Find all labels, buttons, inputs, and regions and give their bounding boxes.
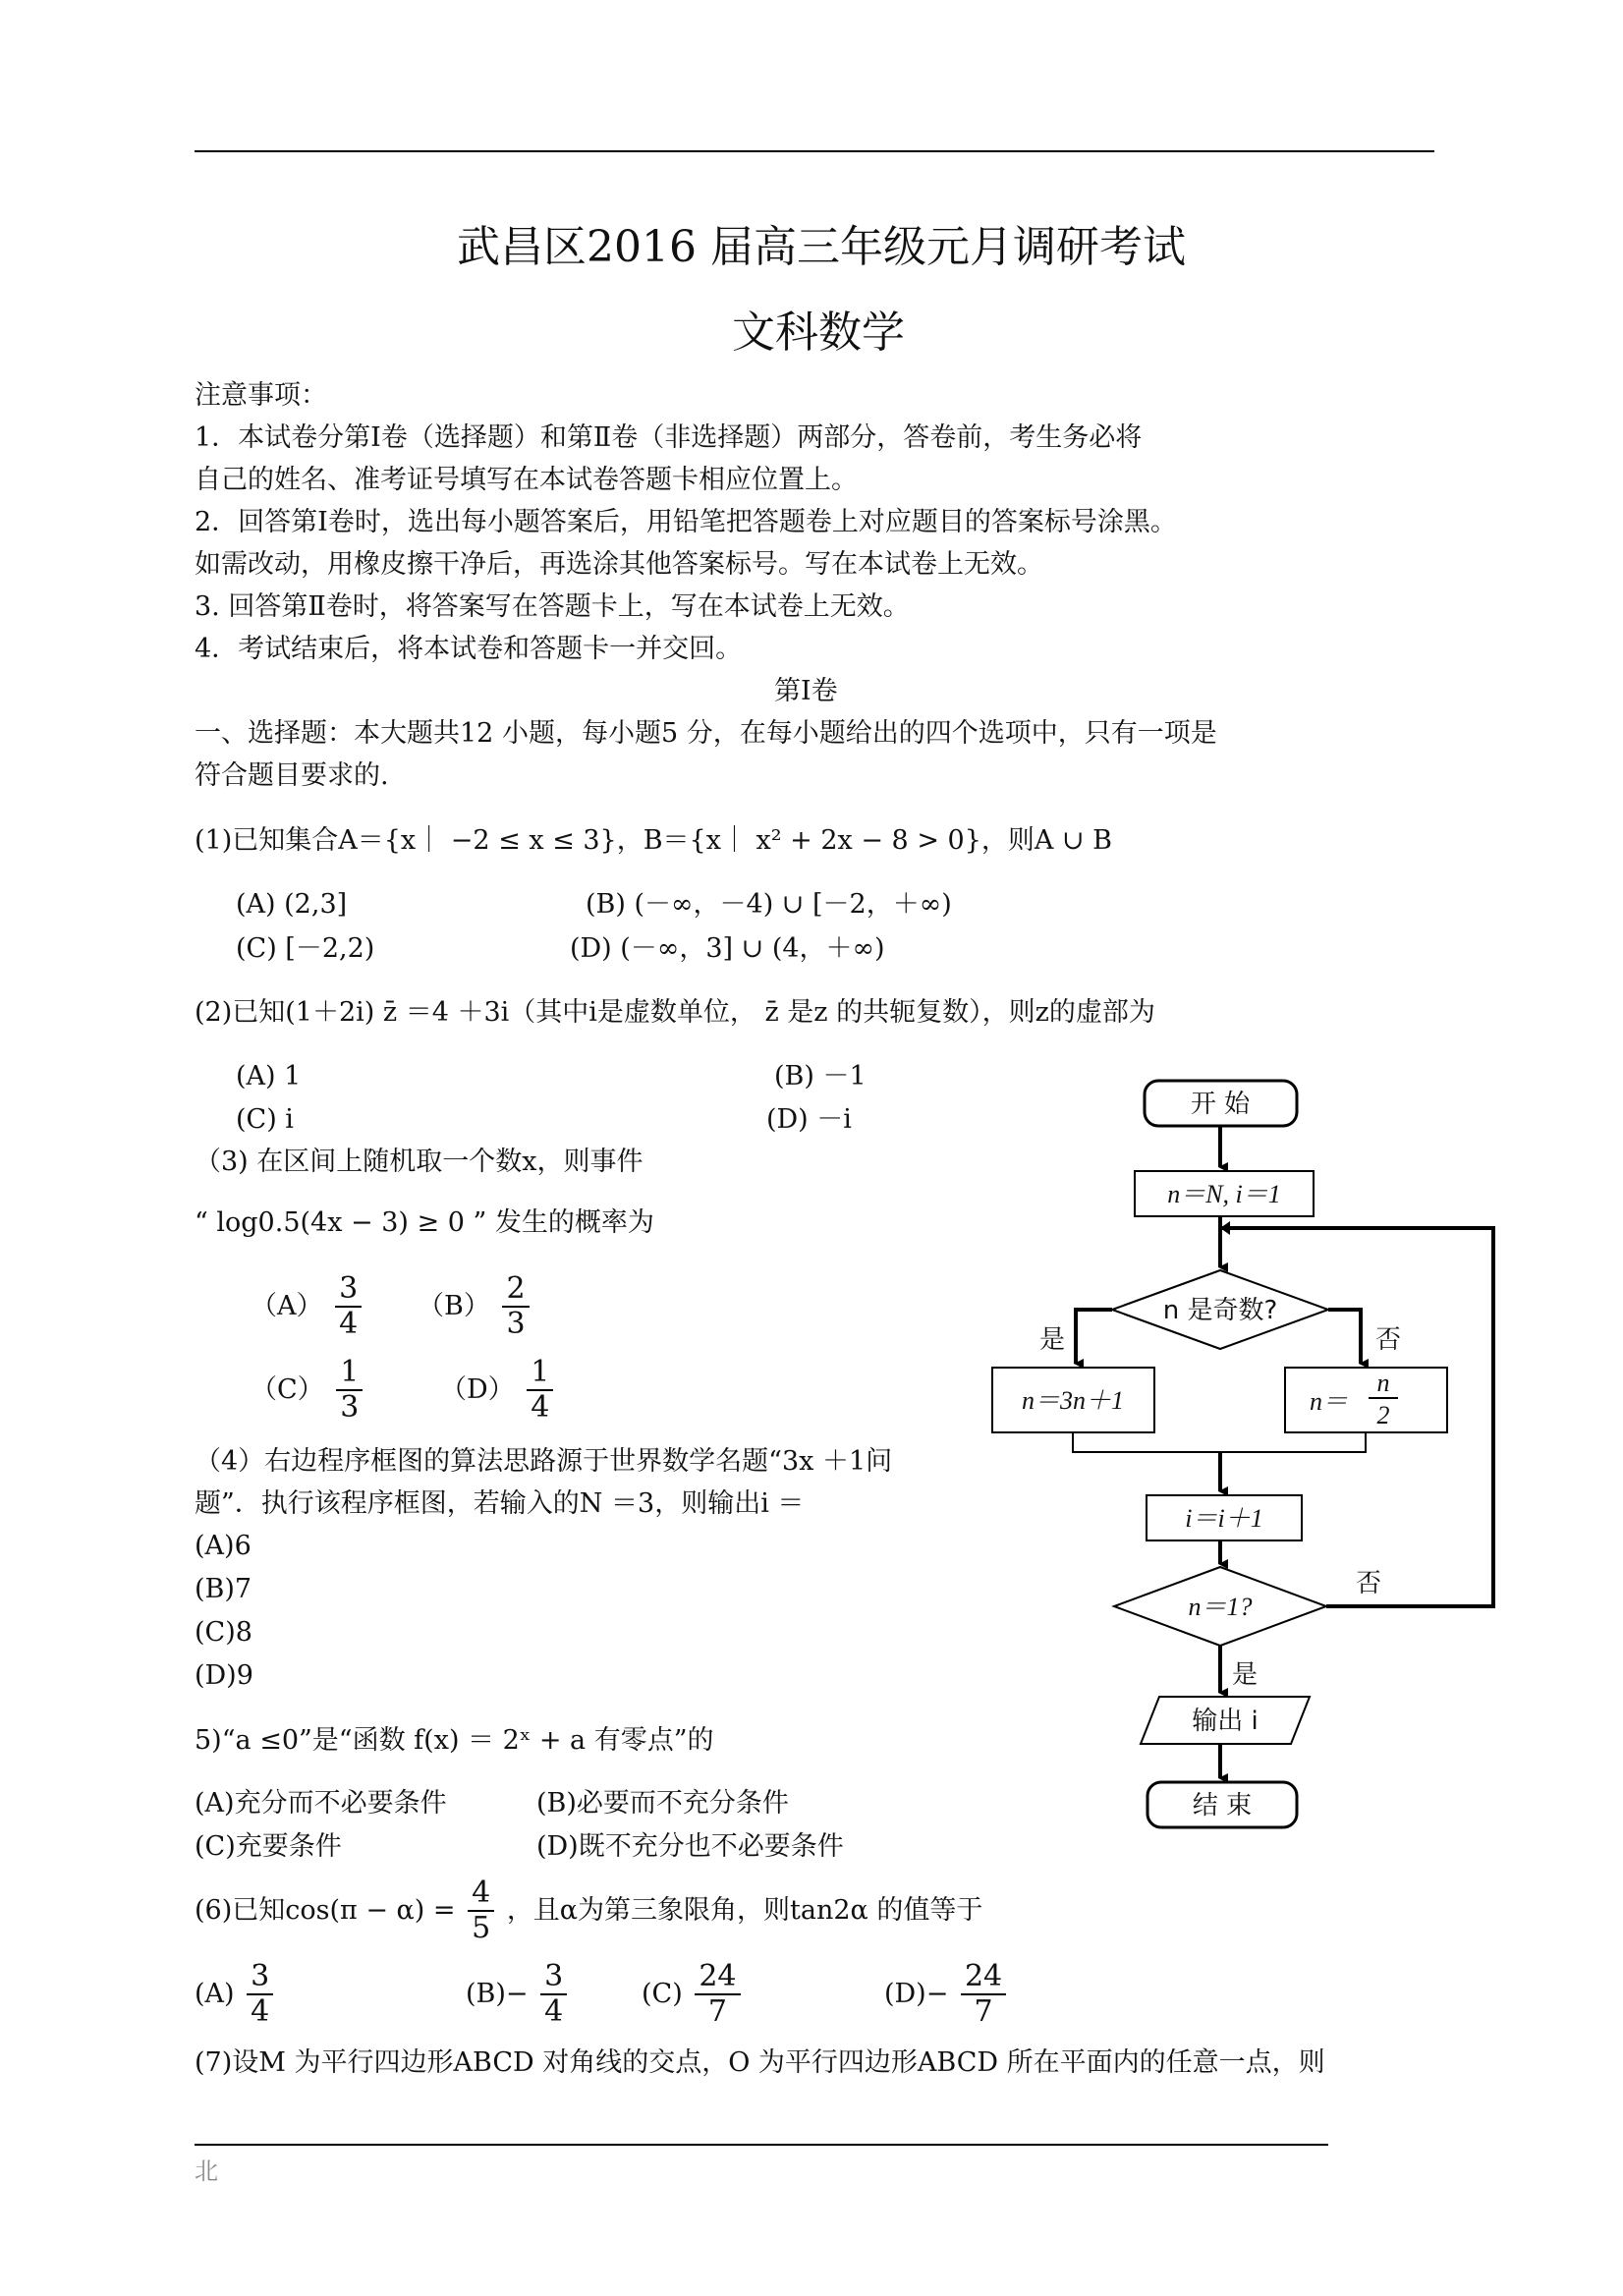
flow-merge-line bbox=[1073, 1432, 1366, 1452]
fraction: $\frac{4}{5}$ bbox=[468, 1876, 494, 1945]
flow-no-label: 否 bbox=[1375, 1325, 1402, 1355]
q6-stem-post: ，且α为第三象限角，则tan2α 的值等于 bbox=[506, 1895, 983, 1926]
fraction: $\frac{1}{3}$ bbox=[336, 1356, 363, 1425]
q2-option-d: (D) －i bbox=[766, 1104, 852, 1135]
fraction: $\frac{3}{4}$ bbox=[247, 1960, 273, 2029]
flow-output-label: 输出 i bbox=[1192, 1707, 1259, 1736]
q5-stem: 5)“a ≤0”是“函数 f(x) ＝ 2ˣ + a 有零点”的 bbox=[195, 1725, 714, 1756]
q3-option-b bbox=[418, 1272, 533, 1341]
flow-decision-odd-label: n 是奇数? bbox=[1162, 1296, 1278, 1325]
q6-option-c bbox=[642, 1960, 745, 2029]
section-title: 第Ⅰ卷 bbox=[774, 676, 838, 706]
q4-option-a: (A)6 bbox=[195, 1531, 252, 1561]
fraction: $\frac{2}{3}$ bbox=[502, 1272, 529, 1341]
flow-start-label: 开 始 bbox=[1190, 1090, 1251, 1119]
note-line: 3. 回答第Ⅱ卷时，将答案写在答题卡上，写在本试卷上无效。 bbox=[195, 591, 910, 622]
fraction: $\frac{1}{4}$ bbox=[527, 1356, 553, 1425]
q2-stem: (2)已知(1＋2i) z̄ ＝4 ＋3i（其中i是虚数单位， z̄ 是z 的共轭复数），则z的虚部为 bbox=[195, 997, 1155, 1028]
fraction: $\frac{3}{4}$ bbox=[540, 1960, 567, 2029]
flow-increment-label: i＝i＋1 bbox=[1185, 1504, 1263, 1533]
q6-option-d bbox=[884, 1960, 1010, 2029]
q5-option-c: (C)充要条件 bbox=[195, 1831, 342, 1862]
note-line: 如需改动，用橡皮擦干净后，再选涂其他答案标号。写在本试卷上无效。 bbox=[195, 549, 1043, 580]
bottom-rule bbox=[195, 2144, 1328, 2146]
flow-branch-no bbox=[1328, 1310, 1361, 1364]
flow-even-step-lhs: n＝ bbox=[1310, 1387, 1349, 1416]
q3-option-c bbox=[251, 1356, 366, 1425]
exam-subject: 文科数学 bbox=[732, 308, 905, 358]
q7-stem: (7)设M 为平行四边形ABCD 对角线的交点，O 为平行四边形ABCD 所在平面内的任意一点，则 bbox=[195, 2047, 1325, 2078]
top-rule bbox=[195, 150, 1434, 152]
q4-stem: 题”．执行该程序框图，若输入的N ＝3，则输出i ＝ bbox=[195, 1488, 805, 1519]
exam-title: 武昌区2016 届高三年级元月调研考试 bbox=[457, 222, 1186, 272]
flow-even-step-den: 2 bbox=[1376, 1401, 1390, 1429]
q1-option-b: (B) (－∞，－4) ∪ [－2，＋∞) bbox=[586, 889, 952, 920]
q1-option-c: (C) [－2,2) bbox=[236, 933, 375, 964]
q3-stem: （3) 在区间上随机取一个数x，则事件 bbox=[195, 1147, 644, 1177]
section-instructions: 一、选择题：本大题共12 小题，每小题5 分，在每小题给出的四个选项中，只有一项是 bbox=[195, 718, 1217, 749]
q4-option-c: (C)8 bbox=[195, 1617, 252, 1648]
option-label: (B)− bbox=[466, 1979, 529, 2009]
flow-decision-one-label: n＝1? bbox=[1188, 1593, 1253, 1621]
q5-option-d: (D)既不充分也不必要条件 bbox=[536, 1831, 844, 1862]
flow-init-label: n＝N, i＝1 bbox=[1167, 1180, 1281, 1208]
flow-no-label: 否 bbox=[1356, 1569, 1382, 1598]
note-line: 4．考试结束后，将本试卷和答题卡一并交回。 bbox=[195, 634, 743, 664]
flow-odd-step-label: n＝3n＋1 bbox=[1021, 1386, 1125, 1415]
option-label: （A） bbox=[251, 1291, 323, 1321]
q1-option-d: (D) (－∞，3] ∪ (4，＋∞) bbox=[570, 933, 885, 964]
q5-option-a: (A)充分而不必要条件 bbox=[195, 1788, 447, 1819]
flow-end-label: 结 束 bbox=[1192, 1791, 1253, 1820]
fraction: $\frac{24}{7}$ bbox=[695, 1960, 740, 2029]
option-label: （D） bbox=[440, 1374, 515, 1405]
section-instructions: 符合题目要求的. bbox=[195, 760, 389, 791]
option-label: (D)− bbox=[884, 1979, 949, 2009]
q6-stem-pre: (6)已知cos(π − α) = bbox=[195, 1895, 456, 1926]
flow-branch-yes bbox=[1076, 1310, 1112, 1364]
option-label: (A) bbox=[195, 1979, 235, 2009]
option-label: (C) bbox=[642, 1979, 683, 2009]
q3-stem: “ log0.5(4x − 3) ≥ 0 ” 发生的概率为 bbox=[195, 1207, 654, 1238]
q4-option-d: (D)9 bbox=[195, 1660, 253, 1691]
flow-yes-label: 是 bbox=[1039, 1325, 1066, 1355]
q1-option-a: (A) (2,3] bbox=[236, 889, 348, 920]
q3-option-d bbox=[440, 1356, 557, 1425]
footer-text: 北 bbox=[195, 2157, 218, 2185]
option-label: （C） bbox=[251, 1374, 324, 1405]
q6-option-a bbox=[195, 1960, 277, 2029]
note-line: 自己的姓名、准考证号填写在本试卷答题卡相应位置上。 bbox=[195, 465, 858, 495]
q4-option-b: (B)7 bbox=[195, 1574, 252, 1604]
flow-yes-label: 是 bbox=[1232, 1660, 1259, 1690]
q6-stem bbox=[195, 1876, 982, 1945]
q4-stem: （4）右边程序框图的算法思路源于世界数学名题“3x ＋1问 bbox=[195, 1446, 893, 1477]
option-label: （B） bbox=[418, 1291, 490, 1321]
flow-even-step-num: n bbox=[1376, 1369, 1390, 1397]
note-line: 1．本试卷分第Ⅰ卷（选择题）和第Ⅱ卷（非选择题）两部分，答卷前，考生务必将 bbox=[195, 422, 1143, 453]
q2-option-a: (A) 1 bbox=[236, 1061, 302, 1092]
fraction: $\frac{3}{4}$ bbox=[335, 1272, 362, 1341]
q3-option-a bbox=[251, 1272, 365, 1341]
q5-option-b: (B)必要而不充分条件 bbox=[536, 1788, 789, 1819]
flowchart bbox=[973, 1061, 1523, 1857]
q6-option-b bbox=[466, 1960, 571, 2029]
fraction: $\frac{24}{7}$ bbox=[961, 1960, 1006, 2029]
notes-heading: 注意事项： bbox=[195, 380, 327, 411]
q2-option-b: (B) －1 bbox=[774, 1061, 867, 1092]
note-line: 2．回答第Ⅰ卷时，选出每小题答案后，用铅笔把答题卷上对应题目的答案标号涂黑。 bbox=[195, 507, 1177, 537]
q1-stem: (1)已知集合A＝{x｜ −2 ≤ x ≤ 3}，B＝{x｜ x² + 2x − 8 > 0}，则A ∪ B bbox=[195, 825, 1113, 856]
q2-option-c: (C) i bbox=[236, 1104, 294, 1135]
